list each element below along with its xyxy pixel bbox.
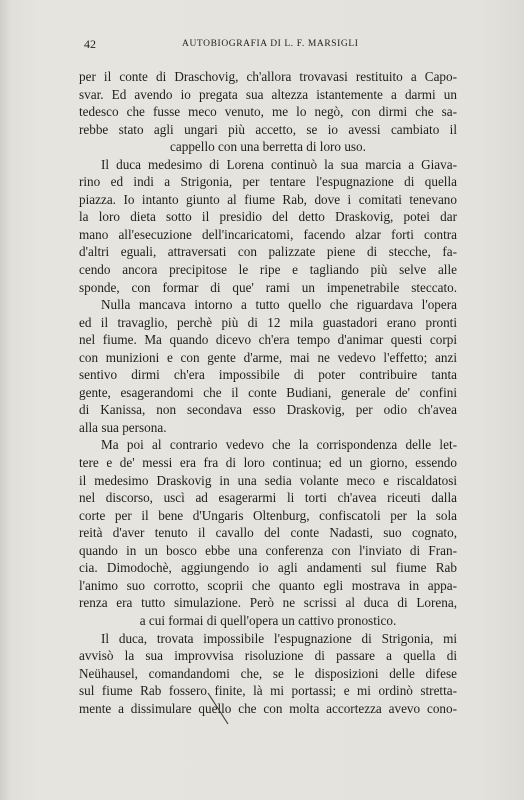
text-line: svar. Ed avendo io pregata sua altezza istantemente a darmi un [79,86,457,102]
text-line: mente a dissimulare quello che con molta accortezza avevo cono- [79,700,457,716]
text-line: d'altri eguali, attraversati con palizzate piene di stecche, fa- [79,244,457,260]
text-line: piazza. Io intanto giunto al fiume Rab, dove i comitati tenevano [79,191,457,207]
text-line: cia. Dimodochè, aggiungendo io agli andamenti sul fiume Rab [79,560,457,576]
text-line: renza era tutto simulazione. Però ne scrissi al duca di Lorena, [79,595,457,611]
text-line: nel discorso, uscì ad esagerarmi li torti ch'avea riceuti dalla [79,490,457,506]
text-line: sul fiume Rab fossero finite, là mi portassi; e mi ordinò stretta- [79,683,457,699]
text-line: Il duca, trovata impossibile l'espugnazione di Strigonia, mi [101,630,457,646]
text-line: gente, esagerandomi che il conte Budiani, generale de' confini [79,384,457,400]
text-line: cappello con una berretta di loro uso. [170,139,366,155]
text-line: di Kanissa, non secondava esso Draskovig, per odio ch'avea [79,402,457,418]
text-line: Neühausel, comandandomi che, se le disposizioni delle difese [79,665,457,681]
text-line: mano all'esecuzione dell'incaricatomi, facendo alzar forti contra [79,226,457,242]
page-number: 42 [84,37,96,51]
text-line: sentivo dirmi ch'era impossibile di poter contribuire tanta [79,367,457,383]
text-line: avvisò la sua improvvisa risoluzione di passare a quella di [79,648,457,664]
text-line: cendo ancora precipitose le ripe e tagliando più selve alle [79,262,457,278]
text-line: corte per il bene d'Ungaris Oltenburg, confiscatoli per la sola [79,507,457,523]
text-line: a cui formai di quell'opera un cattivo pronostico. [139,612,397,628]
text-line: rino ed indi a Strigonia, per tentare l'espugnazione di quella [79,174,457,190]
text-line: quando in un bosco ebbe una conferenza con l'inviato di Fran- [79,542,457,558]
text-line: ed il travaglio, perchè più di 12 mila guastadori erano pronti [79,314,457,330]
text-line: Il duca medesimo di Lorena continuò la sua marcia a Giava- [101,156,457,172]
text-line: con munizioni e con gente d'arme, mai ne vedevo l'effetto; anzi [79,349,457,365]
text-line: rebbe stato agli ungari più accetto, se io avessi cambiato il [79,121,457,137]
text-line: tere e de' messi era fra di loro continua; ed un giorno, essendo [79,455,457,471]
running-head: AUTOBIOGRAFIA DI L. F. MARSIGLI [182,39,359,49]
text-line: l'animo suo corrotto, scoprii che quanto egli mostrava in appa- [79,577,457,593]
text-line: Ma poi al contrario vedevo che la corrispondenza delle let- [101,437,457,453]
text-line: nel fiume. Ma quando dicevo ch'era tempo d'animar questi corpi [79,332,457,348]
pencil-mark [205,690,245,730]
text-line: il medesimo Draskovig in una sedia volante meco e riscaldatosi [79,472,457,488]
text-line: Nulla mancava intorno a tutto quello che riguardava l'opera [101,297,457,313]
page-header [84,38,464,52]
text-line: per il conte di Draschovig, ch'allora trovavasi restituito a Capo- [79,69,457,84]
text-line: sponde, con formar di que' rami un impenetrabile steccato. [79,279,457,295]
text-line: la loro dieta sotto il presidio del detto Draskovig, potei dar [79,209,457,225]
text-line: tedesco che fusse meco venuto, me lo negò, con dirmi che sa- [79,104,457,120]
text-line: alla sua persona. [79,419,167,435]
body-text [79,68,457,717]
text-line: reità d'aver tenuto il cavallo del conte Nadasti, suo cognato, [79,525,457,541]
